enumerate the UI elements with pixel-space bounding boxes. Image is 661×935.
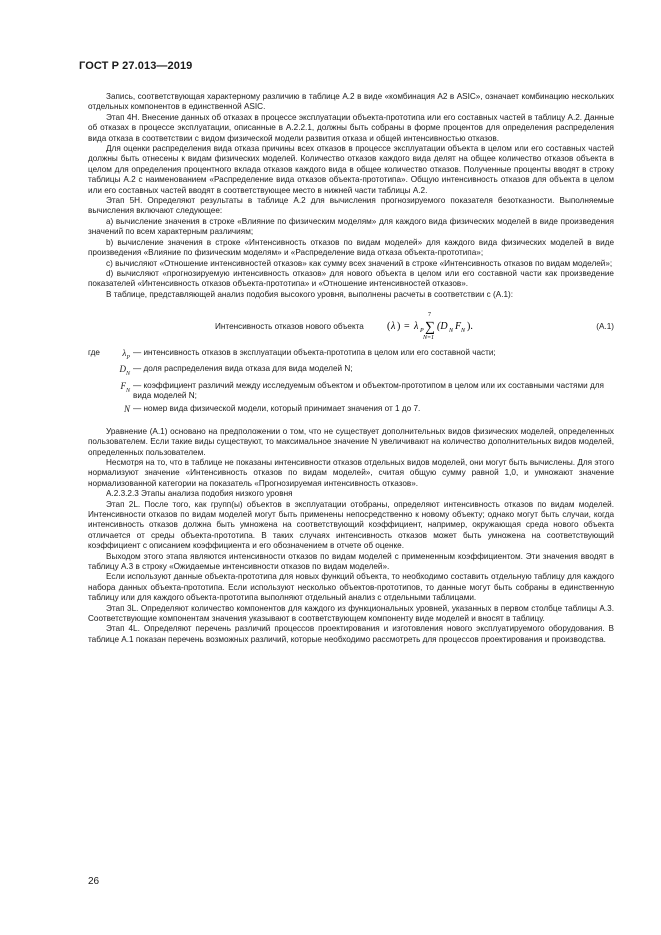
formula-sigma: ∑	[425, 320, 435, 336]
formula-a1	[88, 304, 614, 346]
document-body	[88, 92, 614, 645]
paragraph: Уравнение (А.1) основано на предположении о том, что не существует дополнительных видов физических моделей, определенных пользователем. Если такие виды существуют, то максимальное значение N увеличивают на количество дополнительных видов моделей, определенных пользователем.	[88, 426, 614, 457]
definitions	[88, 348, 614, 415]
formula-term-f: F	[455, 321, 462, 333]
paragraph: Для оценки распределения вида отказа причины всех отказов в процессе эксплуатации объекта в целом или его составных частей должны быть отнесены к видам физических моделей. Количество отказов каждого вида делят на общее количество отказов объекта в целом для определения процентного вклада отказов каждого вида в общее количество отказов. Полученные проценты вводят в строку таблицы А.2 с наименованием «Распределение вида отказов объекта-прототипа». Общую интенсивность отказов для объекта в целом или его составных частей вводят в соответствующее место в нижней части таблицы А.2.	[88, 144, 614, 195]
paragraph: Если используют данные объекта-прототипа для новых функций объекта, то необходимо составить отдельную таблицу для каждого набора данных объекта-прототипа. Если используют несколько объектов-прототипов, то данные могут быть собраны в единственную таблицу или для каждого объекта-прототипа выполняют отдельный анализ с отдельными таблицами.	[88, 572, 614, 603]
definition-text: — коэффициент различий между исследуемым объектом и объектом-прототипом в целом или их составными частями для вида моделей N;	[133, 380, 604, 400]
formula-term-d: (D	[437, 321, 448, 333]
formula-term-d-sub: N	[449, 328, 454, 335]
formula-term-close: ).	[467, 321, 473, 333]
definition-text: — доля распределения вида отказа для вида моделей N;	[133, 364, 353, 374]
formula-lambda: λ	[391, 321, 396, 333]
formula-sum-upper: 7	[428, 312, 431, 319]
section-heading: А.2.3.2.3 Этапы анализа подобия низкого уровня	[106, 489, 293, 499]
list-item: c) вычисляют «Отношение интенсивностей отказов» как сумму всех значений в строке «Интенсивность отказов по видам моделей»;	[106, 258, 613, 268]
standard-header: ГОСТ Р 27.013—2019	[79, 60, 193, 72]
definition-text: — номер вида физической модели, который принимает значения от 1 до 7.	[133, 404, 421, 414]
definition-symbol: $F_N$	[120, 380, 130, 394]
definition-row	[88, 381, 614, 402]
paragraph: Этап 5H. Определяют результаты в таблице А.2 для вычисления прогнозируемого показателя безотказности. Выполняемые вычисления включают следующее:	[88, 196, 614, 216]
definition-text: — интенсивность отказов в эксплуатации объекта-прототипа в целом или его составной части;	[133, 348, 496, 358]
formula-term-f-sub: N	[461, 328, 466, 335]
list-item: а) вычисление значения в строке «Влияние по физическим моделям» для каждого вида физических моделей в виде произведения значений по всем характерным различиям;	[88, 216, 614, 237]
definition-row	[88, 364, 614, 379]
paragraph: В таблице, представляющей анализ подобия высокого уровня, выполнены расчеты в соответствии с (А.1):	[106, 289, 514, 299]
page-number: 26	[88, 876, 100, 887]
formula-number: (А.1)	[596, 322, 614, 332]
definition-symbol: N	[123, 404, 130, 415]
formula-equals: =	[404, 321, 410, 333]
definition-symbol: $D_N$	[119, 364, 130, 378]
paragraph: Этап 3L. Определяют количество компонентов для каждого из функциональных уровней, указанных в первом столбце таблицы А.3. Соответствующие компонентам значения указывают в соответствующем компоненту виде моделей и вносят в таблицу.	[88, 603, 614, 624]
list-item: d) вычисляют «прогнозируемую интенсивность отказов» для нового объекта в целом или его составной части как произведение показателей «Интенсивность отказов объекта-прототипа» и «Отношение интенсивностей отказов».	[88, 268, 614, 289]
definition-row	[88, 348, 614, 363]
paragraph: Этап 4H. Внесение данных об отказах в процессе эксплуатации объекта-прототипа или его составных частей в таблицу А.2. Данные об отказах в процессе эксплуатации, описанные в А.2.2.1, должны быть собраны в форме процентов для определения распределения вида отказа в соответствии с видом физической модели развития отказа и общей интенсивностью отказов.	[88, 112, 614, 143]
formula-lhs: Интенсивность отказов нового объекта	[215, 322, 364, 332]
definition-row	[88, 404, 614, 414]
definitions-lead: где	[88, 348, 100, 358]
formula-math	[387, 308, 507, 342]
paragraph: Этап 2L. После того, как групп(ы) объектов в эксплуатации отобраны, определяют интенсивность отказов по видам моделей. Интенсивности отказов по видам моделей могут быть применены непосредственно к новому объекту; однако могут быть случаи, когда интенсивность отказов должна быть умножена на соответствующий коэффициент, например, окружающая среда нового объекта отличается от среды объекта-прототипа. В таких случаях интенсивность отказов может быть умножена на соответствующий коэффициент с описанием коэффициента и его обозначением в отчете об оценке.	[88, 499, 614, 551]
paragraph: Выходом этого этапа являются интенсивности отказов по видам моделей с примененным коэффициентом. Эти значения вводят в таблицу А.3 в строку «Ожидаемые интенсивности отказов по видам моделей».	[88, 551, 614, 572]
paragraph: Запись, соответствующая характерному различию в таблице А.2 в виде «комбинация А2 в ASIC», означает комбинацию нескольких отдельных компонентов в единственной ASIC.	[88, 92, 614, 112]
formula-lambda-p-sub: P	[420, 328, 424, 335]
formula-close-paren: )	[397, 321, 401, 333]
list-item: b) вычисление значения в строке «Интенсивность отказов по видам моделей» для каждого вида физических моделей в виде произведения «Влияние по физическим моделям» и «Распределение вида отказа объекта-прототипа»;	[88, 237, 614, 258]
definition-symbol: $\lambda_P$	[122, 348, 130, 361]
formula-lambda-p: λ	[414, 321, 419, 333]
paragraph: Этап 4L. Определяют перечень различий процессов проектирования и изготовления нового эксплуатируемого оборудования. В таблице А.1 показан перечень возможных различий, которые необходимо рассмотреть для процессов проектирования и производства.	[88, 624, 614, 644]
formula-open-paren: (	[387, 321, 391, 333]
paragraph: Несмотря на то, что в таблице не показаны интенсивности отказов отдельных видов моделей, они могут быть вычислены. Для этого нормализуют значение «Интенсивность отказов по видам моделей», считая общую сумму равной 1,0, и умножают значение нормализованной категории на показатель «Прогнозируемая интенсивность отказов».	[88, 457, 614, 488]
formula-sum-lower: N=1	[423, 335, 435, 342]
